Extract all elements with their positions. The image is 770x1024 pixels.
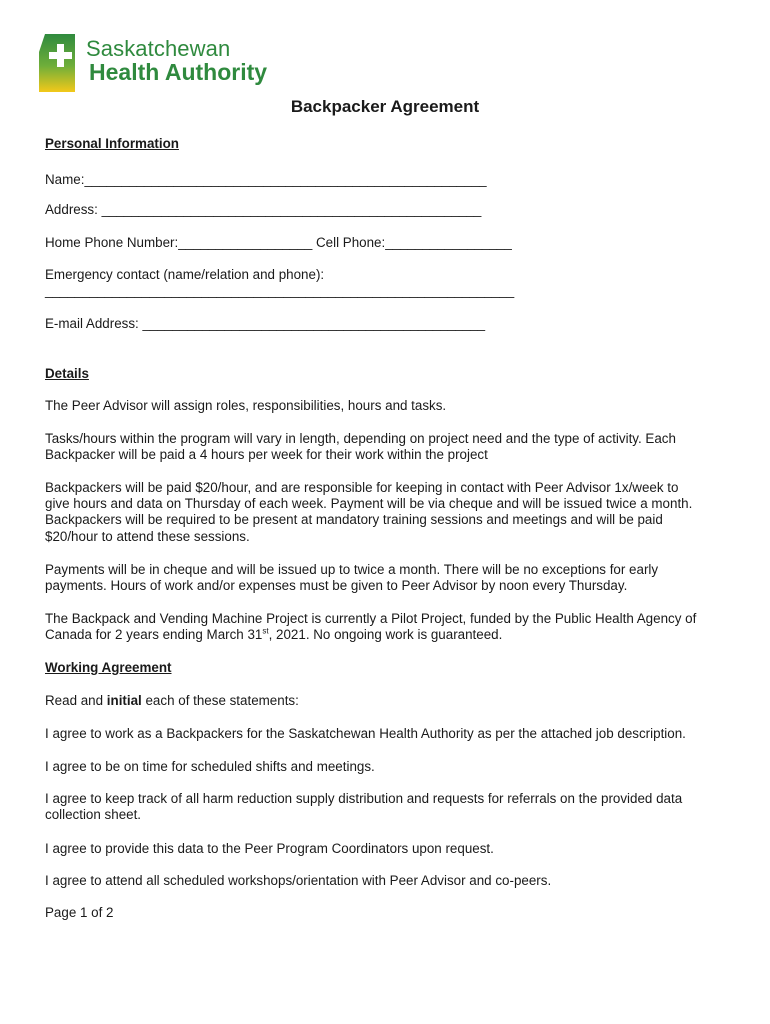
personal-info-heading: Personal Information [45,136,179,151]
emergency-contact-field[interactable]: _______________________________________________________________ [45,283,515,298]
details-paragraph-5 [45,611,735,643]
details-paragraph-1: The Peer Advisor will assign roles, responsibilities, hours and tasks. [45,398,447,413]
details-paragraph-2 [45,431,735,463]
statement-1: I agree to work as a Backpackers for the Saskatchewan Health Authority as per the attached job description. [45,726,686,741]
details-p3-line2: give hours and data on Thursday of each week. Payment will be via cheque and will be issued twice a month. [45,496,693,512]
province-cross-icon [39,32,79,96]
details-p2-line2: Backpacker will be paid a 4 hours per week for their work within the project [45,447,488,463]
working-intro [45,693,735,709]
statement-3 [45,791,735,823]
details-paragraph-3 [45,480,735,545]
details-paragraph-4 [45,562,735,594]
working-intro-b: each of these statements: [141,693,299,708]
details-p5-text-b: , 2021. No ongoing work is guaranteed. [268,627,503,643]
address-field[interactable]: Address: ___________________________________________________ [45,202,482,217]
working-intro-a: Read and [45,693,107,708]
logo-text-line2: Health Authority [89,59,268,85]
document-title: Backpacker Agreement [290,97,480,116]
email-field[interactable]: E-mail Address: ______________________________________________ [45,316,486,331]
statement-2: I agree to be on time for scheduled shifts and meetings. [45,759,375,774]
details-p2-line1: Tasks/hours within the program will vary in length, depending on project need and the type of activity. Each [45,431,676,446]
saskatchewan-health-authority-logo [39,32,279,96]
details-heading: Details [45,366,89,381]
details-p3-line1: Backpackers will be paid $20/hour, and are responsible for keeping in contact with Peer Advisor 1x/week to [45,480,679,495]
logo-text-line1: Saskatchewan [86,36,231,61]
details-p5-line2 [45,627,735,643]
statement-5: I agree to attend all scheduled workshops/orientation with Peer Advisor and co-peers. [45,873,552,888]
page-number: Page 1 of 2 [45,905,114,920]
details-p5-superscript: st [262,626,269,636]
name-field[interactable]: Name:______________________________________________________ [45,172,487,187]
statement-4: I agree to provide this data to the Peer Program Coordinators upon request. [45,841,494,856]
details-p5-text-a: Canada for 2 years ending March 31 [45,627,263,643]
phone-fields[interactable]: Home Phone Number:__________________ Cell Phone:_________________ [45,235,512,250]
details-p3-line4: $20/hour to attend these sessions. [45,528,250,544]
working-intro-bold: initial [106,693,142,708]
details-p4-line2: payments. Hours of work and/or expenses must be given to Peer Advisor by noon every Thursday. [45,578,628,594]
details-p5-line1: The Backpack and Vending Machine Project is currently a Pilot Project, funded by the Public Health Agency of [45,611,697,626]
statement-3-line2: collection sheet. [45,807,142,823]
details-p4-line1: Payments will be in cheque and will be issued up to twice a month. There will be no exceptions for early [45,562,659,577]
details-p3-line3: Backpackers will be required to be present at mandatory training sessions and meetings and will be paid [45,512,663,528]
emergency-contact-label: Emergency contact (name/relation and phone): [45,267,325,282]
working-agreement-heading: Working Agreement [45,660,172,675]
statement-3-line1: I agree to keep track of all harm reduction supply distribution and requests for referrals on the provided data [45,791,683,806]
